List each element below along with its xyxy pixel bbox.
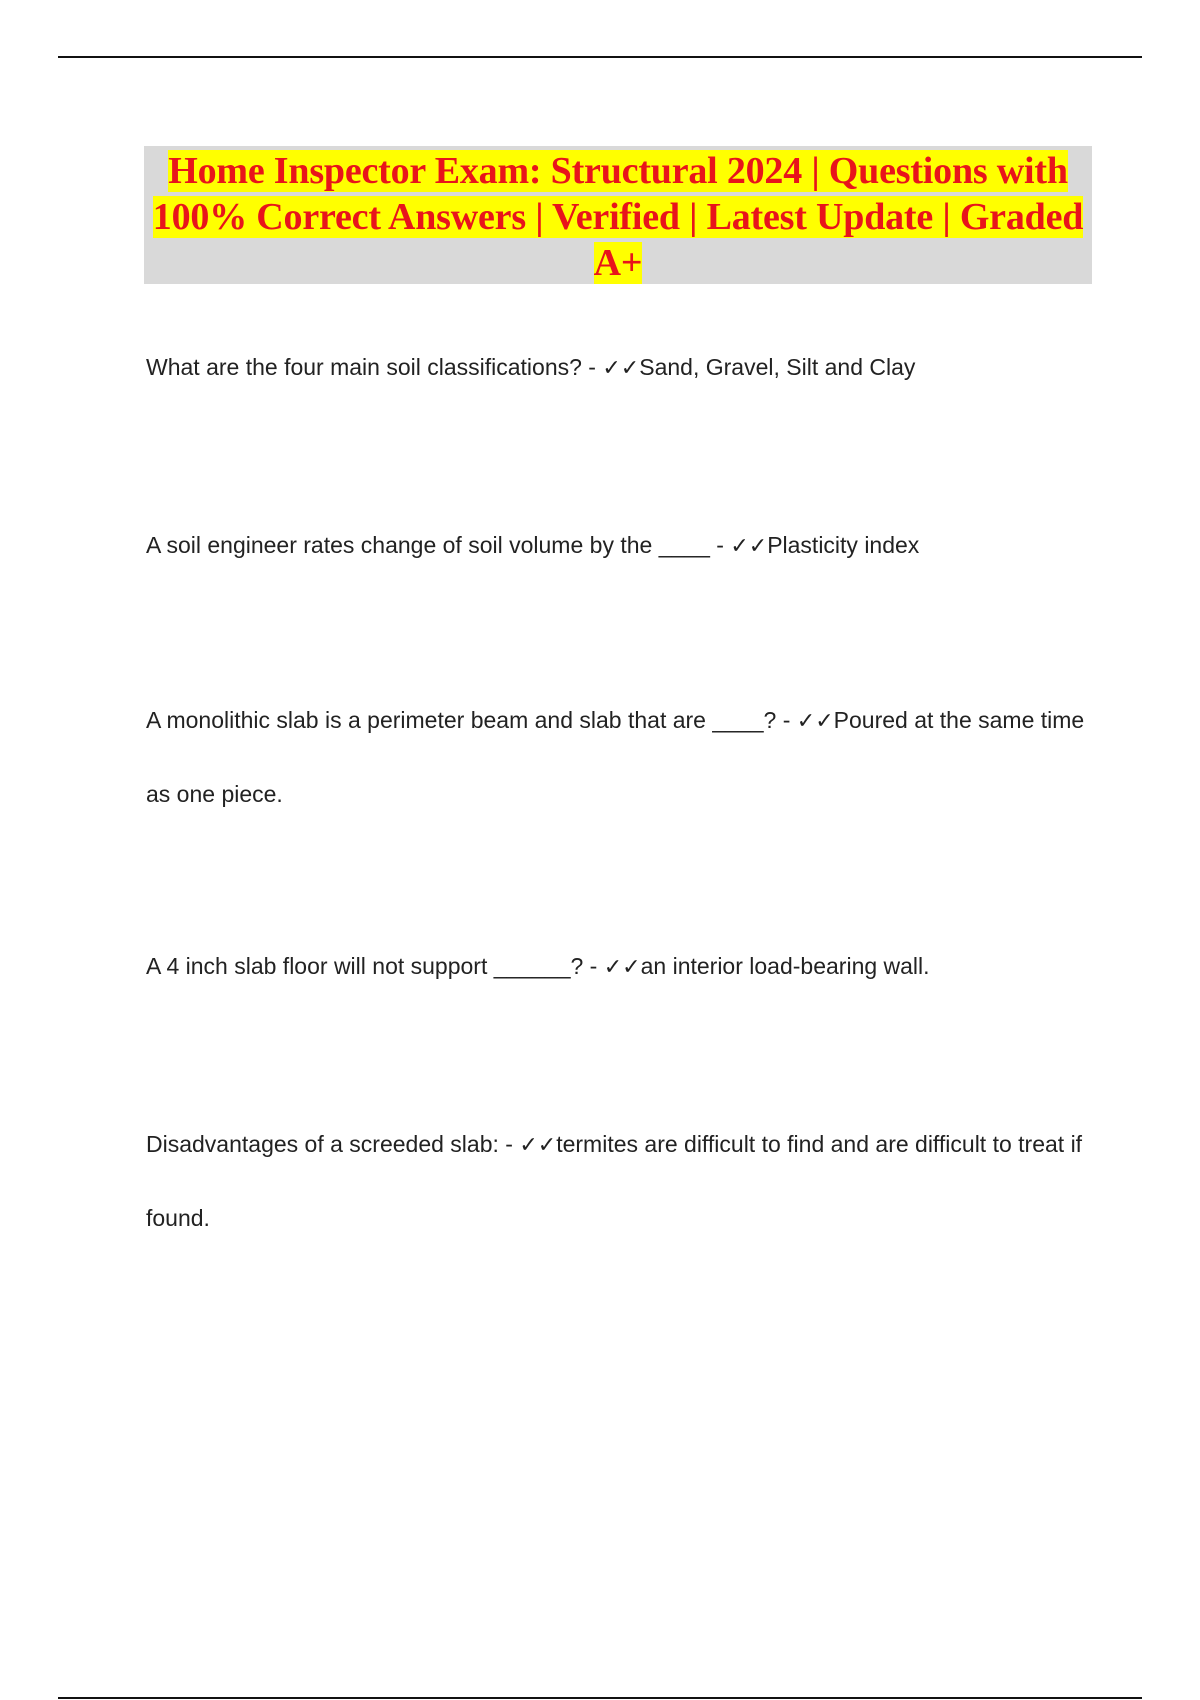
separator: -	[581, 354, 603, 380]
answer-text: termites are difficult to find and are difficult to treat if found.	[146, 1131, 1083, 1231]
question-text: A 4 inch slab floor will not support ______?	[146, 953, 584, 979]
double-check-icon: ✓✓	[603, 955, 641, 980]
top-rule	[58, 56, 1142, 58]
question-text: A monolithic slab is a perimeter beam and slab that are ____?	[146, 707, 777, 733]
qa-item	[146, 684, 1106, 831]
separator: -	[583, 953, 604, 979]
answer-text: Sand, Gravel, Silt and Clay	[639, 354, 916, 380]
qa-item	[146, 331, 1106, 405]
answer-text: Poured at the same time as one piece.	[146, 707, 1085, 807]
qa-item	[146, 1108, 1106, 1255]
separator: -	[776, 707, 797, 733]
answer-text: an interior load-bearing wall.	[640, 953, 930, 979]
question-text: Disadvantages of a screeded slab:	[146, 1131, 499, 1157]
question-text: A soil engineer rates change of soil volume by the ____	[146, 532, 710, 558]
double-check-icon: ✓✓	[519, 1133, 557, 1158]
double-check-icon: ✓✓	[796, 709, 834, 734]
qa-item	[146, 930, 1106, 1004]
separator: -	[709, 532, 731, 558]
document-title: Home Inspector Exam: Structural 2024 | Questions with 100% Correct Answers | Verified | Latest Update | Graded A+	[152, 150, 1084, 284]
double-check-icon: ✓✓	[730, 534, 768, 559]
question-text: What are the four main soil classifications?	[146, 354, 582, 380]
title-box	[144, 146, 1092, 284]
separator: -	[498, 1131, 520, 1157]
bottom-rule	[58, 1697, 1142, 1699]
qa-item	[146, 509, 1106, 583]
answer-text: Plasticity index	[767, 532, 920, 558]
double-check-icon: ✓✓	[602, 356, 640, 381]
